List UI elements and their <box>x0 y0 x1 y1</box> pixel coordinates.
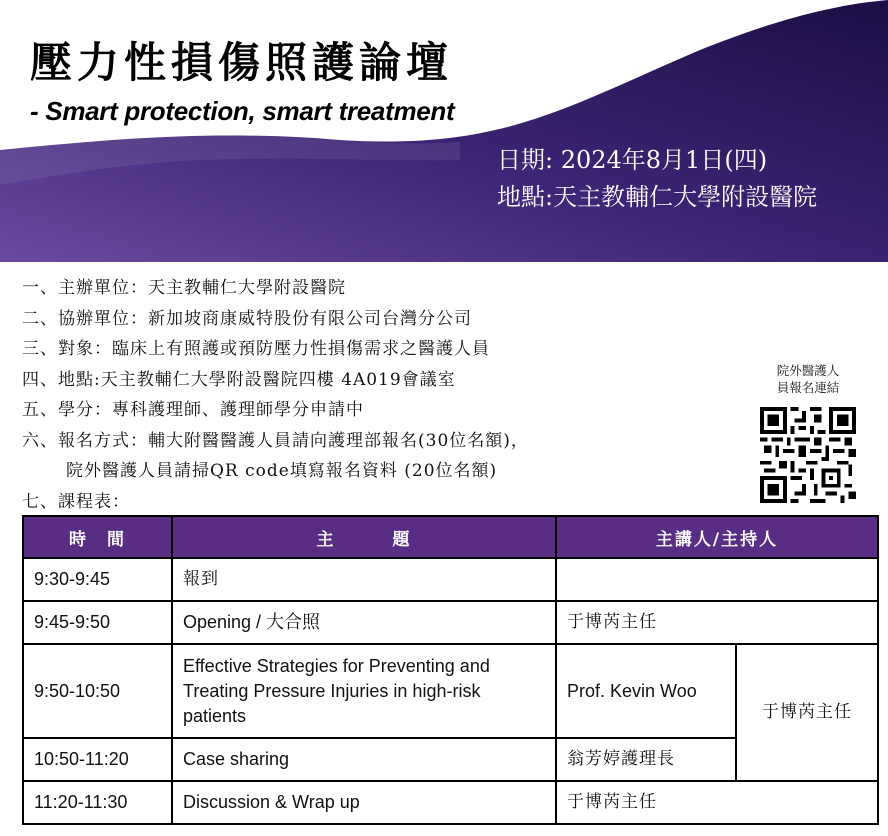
info-organizer: 一、主辦單位：天主教輔仁大學附設醫院 <box>22 278 346 298</box>
info-co-organizer: 二、協辦單位：新加坡商康威特股份有限公司台灣分公司 <box>22 308 472 329</box>
qr-code-icon[interactable] <box>760 407 856 503</box>
row-topic: Case sharing <box>172 738 556 781</box>
schedule-table <box>22 515 879 825</box>
row-speaker <box>556 558 878 601</box>
table-row <box>23 781 878 824</box>
row-topic: Opening / 大合照 <box>172 601 556 644</box>
row-topic: 報到 <box>172 558 556 601</box>
table-row <box>23 601 878 644</box>
row-time: 9:30-9:45 <box>23 558 172 601</box>
row-time: 9:50-10:50 <box>23 644 172 738</box>
header-topic: 主 題 <box>172 516 556 558</box>
info-registration-external: 院外醫護人員請掃QR code填寫報名資料 (20位名額) <box>66 461 498 481</box>
info-location: 四、地點:天主教輔仁大學附設醫院四樓 4A019會議室 <box>22 369 456 390</box>
info-audience: 三、對象：臨床上有照護或預防壓力性損傷需求之醫護人員 <box>22 339 490 359</box>
row-speaker: Prof. Kevin Woo <box>556 644 736 738</box>
row-time: 9:45-9:50 <box>23 601 172 644</box>
info-registration: 六、報名方式：輔大附醫醫護人員請向護理部報名(30位名額)， <box>22 430 529 451</box>
row-topic: Discussion & Wrap up <box>172 781 556 824</box>
table-row <box>23 644 878 738</box>
moderator: 于博芮主任 <box>736 644 878 781</box>
row-speaker: 翁芳婷護理長 <box>556 738 736 781</box>
row-time: 11:20-11:30 <box>23 781 172 824</box>
event-date: 日期: 2024年8月1日(四) <box>497 146 768 174</box>
row-topic: Effective Strategies for Preventing and Treating Pressure Injuries in high-risk patients <box>172 644 556 738</box>
schedule-header-row <box>23 516 878 558</box>
header-speaker: 主講人/主持人 <box>556 516 878 558</box>
page-subtitle: - Smart protection, smart treatment <box>30 96 455 126</box>
row-time: 10:50-11:20 <box>23 738 172 781</box>
info-schedule-heading: 七、課程表： <box>22 491 130 512</box>
header-time: 時 間 <box>23 516 172 558</box>
table-row <box>23 558 878 601</box>
page-title: 壓力性損傷照護論壇 <box>30 38 454 87</box>
event-info-list <box>22 273 529 517</box>
row-speaker: 于博芮主任 <box>556 781 878 824</box>
row-speaker: 于博芮主任 <box>556 601 878 644</box>
event-venue: 地點:天主教輔仁大學附設醫院 <box>497 183 818 211</box>
qr-caption: 院外醫護人 員報名連結 <box>776 363 840 395</box>
info-credits: 五、學分：專科護理師、護理師學分申請中 <box>22 400 364 420</box>
